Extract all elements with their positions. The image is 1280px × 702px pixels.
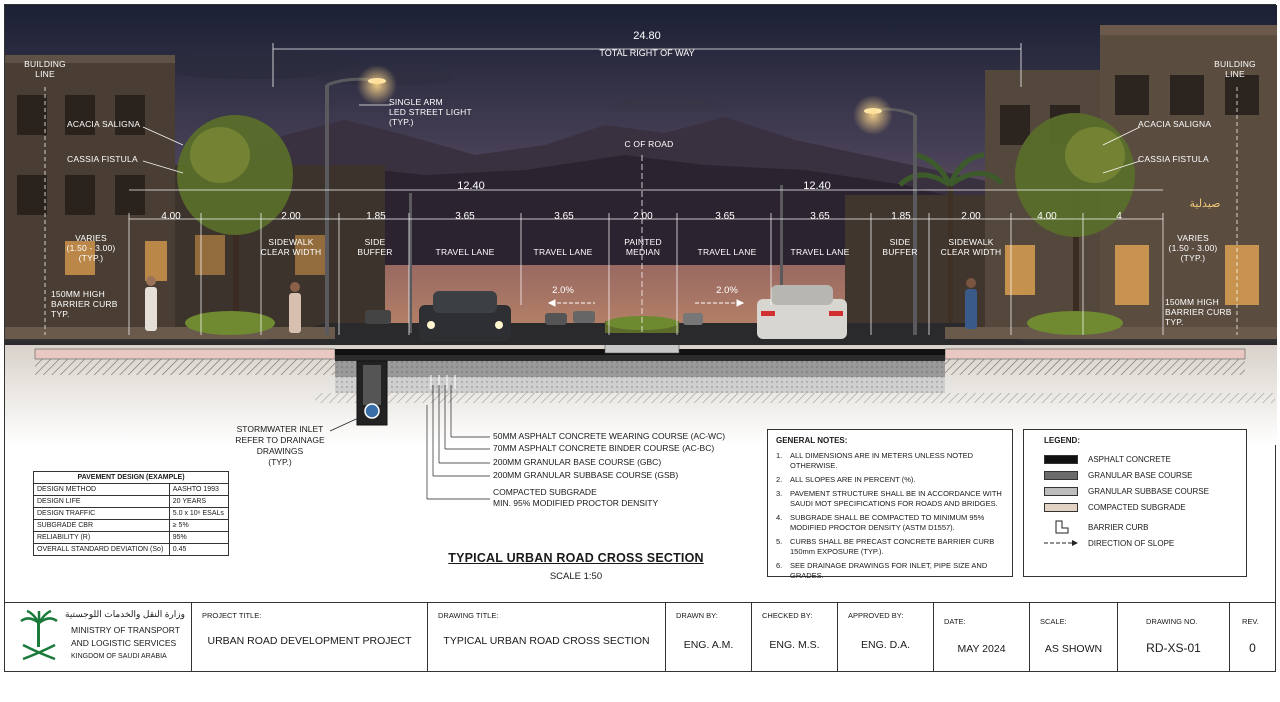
drawing-number-label: DRAWING NO. — [1146, 617, 1198, 626]
base-course-swatch — [1044, 471, 1078, 480]
total-row-label: TOTAL RIGHT OF WAY — [599, 48, 695, 58]
note-text: ALL DIMENSIONS ARE IN METERS UNLESS NOTED OTHERWISE. — [790, 451, 974, 470]
travel-lane-label: TRAVEL LANE — [435, 247, 495, 257]
org-name-line2: AND LOGISTIC SERVICES — [71, 638, 177, 648]
half-row-left-dimension: 12.40 — [457, 180, 485, 192]
approved-by-label: APPROVED BY: — [848, 611, 904, 620]
table-cell: SUBGRADE CBR — [34, 520, 170, 532]
asphalt-swatch — [1044, 455, 1078, 464]
table-cell: ≥ 5% — [169, 520, 228, 532]
segment-dimension: 3.65 — [554, 211, 574, 222]
acacia-right-label: ACACIA SALIGNA — [1138, 119, 1212, 129]
org-name-line1: MINISTRY OF TRANSPORT — [71, 625, 180, 635]
drawn-by-label: DRAWN BY: — [676, 611, 718, 620]
shop-sign: صيدلية — [1189, 198, 1221, 210]
legend-label: BARRIER CURB — [1088, 522, 1149, 532]
note-item: 2. ALL SLOPES ARE IN PERCENT (%). — [776, 475, 916, 484]
table-row — [34, 532, 229, 544]
note-text: PAVEMENT STRUCTURE SHALL BE IN ACCORDANCE WITH SAUDI MOT SPECIFICATIONS FOR ROADS AND BRIDGES. — [790, 489, 1002, 508]
pavement-design-title: PAVEMENT DESIGN (EXAMPLE) — [34, 472, 229, 484]
legend-label: DIRECTION OF SLOPE — [1088, 538, 1175, 548]
building-line-left-label: BUILDING LINE — [24, 59, 66, 79]
sidewalk-left-label: SIDEWALK CLEAR WIDTH — [260, 237, 322, 257]
segment-dimension: 4.00 — [1037, 211, 1057, 222]
note-item: 1. ALL DIMENSIONS ARE IN METERS UNLESS NOTED OTHERWISE. — [776, 451, 1006, 471]
segment-dimension: 4 — [1116, 211, 1122, 222]
travel-lane-label: TRAVEL LANE — [790, 247, 850, 257]
note-item: 4. SUBGRADE SHALL BE COMPACTED TO MINIMUM 95% MODIFIED PROCTOR DENSITY (ASTM D1557). — [776, 513, 1006, 533]
half-row-right-dimension: 12.40 — [803, 180, 831, 192]
date-value: MAY 2024 — [957, 643, 1006, 655]
org-cell — [5, 603, 191, 671]
sidewalk-right-label: SIDEWALK CLEAR WIDTH — [940, 237, 1002, 257]
drawn-by-value: ENG. A.M. — [683, 639, 734, 651]
legend-label: COMPACTED SUBGRADE — [1088, 502, 1186, 512]
stormwater-inlet-label: STORMWATER INLET REFER TO DRAINAGE DRAWINGS (TYP.) — [235, 424, 325, 467]
slope-left-label: 2.0% — [552, 285, 574, 296]
note-text: CURBS SHALL BE PRECAST CONCRETE BARRIER CURB 150mm EXPOSURE (TYP.). — [790, 537, 995, 556]
drawing-number-cell — [1117, 603, 1229, 671]
revision-value: 0 — [1249, 641, 1256, 655]
date-cell — [933, 603, 1029, 671]
acacia-left-label: ACACIA SALIGNA — [67, 119, 141, 129]
drawing-sheet — [4, 4, 1276, 672]
table-row — [34, 544, 229, 556]
table-cell: DESIGN LIFE — [34, 496, 170, 508]
general-notes-title: GENERAL NOTES: — [776, 436, 848, 445]
segment-dimension: 1.85 — [366, 211, 386, 222]
segment-dimension: 1.85 — [891, 211, 911, 222]
legend-item — [1044, 483, 1246, 499]
drawing-title: TYPICAL URBAN ROAD CROSS SECTION — [448, 551, 704, 565]
legend-title: LEGEND: — [1044, 436, 1080, 445]
slope-arrow-icon — [1044, 538, 1078, 548]
table-cell: 0.45 — [169, 544, 228, 556]
segment-dimension: 2.00 — [961, 211, 981, 222]
table-cell: OVERALL STANDARD DEVIATION (So) — [34, 544, 170, 556]
segment-dimension: 4.00 — [161, 211, 181, 222]
note-text: SUBGRADE SHALL BE COMPACTED TO MINIMUM 95% MODIFIED PROCTOR DENSITY (ASTM D1557). — [790, 513, 985, 532]
drawing-title-cell — [427, 603, 665, 671]
table-cell: 20 YEARS — [169, 496, 228, 508]
legend-label: GRANULAR SUBBASE COURSE — [1088, 486, 1209, 496]
checked-by-cell — [751, 603, 837, 671]
legend-item — [1044, 499, 1246, 515]
layer-wearing-course: 50MM ASPHALT CONCRETE WEARING COURSE (AC-WC) — [493, 431, 726, 441]
drawn-by-cell — [665, 603, 751, 671]
varies-left-label: VARIES (1.50 - 3.00) (TYP.) — [66, 233, 116, 263]
cassia-left-label: CASSIA FISTULA — [67, 154, 138, 164]
slope-right-label: 2.0% — [716, 285, 738, 296]
table-cell: AASHTO 1993 — [169, 484, 228, 496]
varies-right-label: VARIES (1.50 - 3.00) (TYP.) — [1168, 233, 1218, 263]
total-row-dimension: 24.80 — [633, 30, 661, 42]
legend-item — [1044, 467, 1246, 483]
segment-dimension: 3.65 — [810, 211, 830, 222]
note-text: ALL SLOPES ARE IN PERCENT (%). — [790, 475, 916, 484]
legend-label: GRANULAR BASE COURSE — [1088, 470, 1193, 480]
project-title-cell — [191, 603, 427, 671]
checked-by-label: CHECKED BY: — [762, 611, 813, 620]
segment-dimension: 3.65 — [455, 211, 475, 222]
scale-value: AS SHOWN — [1044, 643, 1103, 655]
table-cell: DESIGN TRAFFIC — [34, 508, 170, 520]
scale-cell — [1029, 603, 1117, 671]
travel-lane-label: TRAVEL LANE — [697, 247, 757, 257]
drawing-title-label: DRAWING TITLE: — [438, 611, 499, 620]
drawing-scale: SCALE 1:50 — [549, 571, 603, 582]
note-item: 5. CURBS SHALL BE PRECAST CONCRETE BARRIER CURB 150mm EXPOSURE (TYP.). — [776, 537, 1006, 557]
note-item: 6. SEE DRAINAGE DRAWINGS FOR INLET, PIPE SIZE AND GRADES. — [776, 561, 1006, 581]
cassia-right-label: CASSIA FISTULA — [1138, 154, 1209, 164]
org-name-line3: KINGDOM OF SAUDI ARABIA — [71, 653, 167, 660]
table-row — [34, 484, 229, 496]
table-cell: DESIGN METHOD — [34, 484, 170, 496]
layer-subgrade: COMPACTED SUBGRADE MIN. 95% MODIFIED PROCTOR DENSITY — [493, 487, 659, 508]
project-title-value: URBAN ROAD DEVELOPMENT PROJECT — [207, 635, 412, 647]
barrier-curb-icon — [1044, 520, 1078, 534]
layer-base-course: 200MM GRANULAR BASE COURSE (GBC) — [493, 457, 662, 467]
layer-binder-course: 70MM ASPHALT CONCRETE BINDER COURSE (AC-BC) — [493, 443, 715, 453]
legend-item — [1044, 451, 1246, 467]
subgrade-swatch — [1044, 503, 1078, 512]
table-cell: RELIABILITY (R) — [34, 532, 170, 544]
curb-left-label: 150MM HIGH BARRIER CURB TYP. — [51, 289, 118, 319]
legend-box — [1023, 429, 1247, 577]
drawing-number-value: RD-XS-01 — [1146, 641, 1201, 655]
revision-label: REV. — [1242, 617, 1259, 626]
drawing-title-value: TYPICAL URBAN ROAD CROSS SECTION — [443, 635, 650, 647]
org-arabic-name: وزارة النقل والخدمات اللوجستية — [65, 609, 185, 619]
approved-by-cell — [837, 603, 933, 671]
buffer-left-label: SIDE BUFFER — [357, 237, 393, 257]
title-block — [4, 602, 1276, 672]
palm-swords-emblem-icon — [19, 609, 59, 667]
median-label: PAINTED MEDIAN — [624, 237, 662, 257]
curb-right-label: 150MM HIGH BARRIER CURB TYP. — [1165, 297, 1232, 327]
table-row — [34, 508, 229, 520]
street-scene — [5, 5, 1277, 355]
segment-dimension: 2.00 — [633, 211, 653, 222]
centerline-label: C OF ROAD — [624, 139, 674, 149]
layer-subbase-course: 200MM GRANULAR SUBBASE COURSE (GSB) — [493, 470, 679, 480]
scale-label: SCALE: — [1040, 617, 1067, 626]
segment-dimension: 3.65 — [715, 211, 735, 222]
table-cell: 95% — [169, 532, 228, 544]
table-row — [34, 496, 229, 508]
street-light-label: SINGLE ARM LED STREET LIGHT (TYP.) — [389, 97, 472, 127]
buffer-right-label: SIDE BUFFER — [882, 237, 918, 257]
travel-lane-label: TRAVEL LANE — [533, 247, 593, 257]
checked-by-value: ENG. M.S. — [769, 639, 820, 651]
date-label: DATE: — [944, 617, 966, 626]
legend-label: ASPHALT CONCRETE — [1088, 454, 1171, 464]
table-cell: 5.0 x 10⁶ ESALs — [169, 508, 228, 520]
note-text: SEE DRAINAGE DRAWINGS FOR INLET, PIPE SIZE AND GRADES. — [790, 561, 988, 580]
approved-by-value: ENG. D.A. — [860, 639, 910, 651]
subbase-course-swatch — [1044, 487, 1078, 496]
note-item: 3. PAVEMENT STRUCTURE SHALL BE IN ACCORDANCE WITH SAUDI MOT SPECIFICATIONS FOR ROADS AND BRIDGES. — [776, 489, 1006, 509]
legend-item — [1044, 535, 1246, 551]
building-line-right-label: BUILDING LINE — [1214, 59, 1256, 79]
segment-dimension: 2.00 — [281, 211, 301, 222]
revision-cell — [1229, 603, 1275, 671]
general-notes-box — [767, 429, 1013, 580]
pavement-design-table — [33, 471, 229, 556]
table-row — [34, 520, 229, 532]
legend-item — [1044, 519, 1246, 535]
project-title-label: PROJECT TITLE: — [202, 611, 262, 620]
